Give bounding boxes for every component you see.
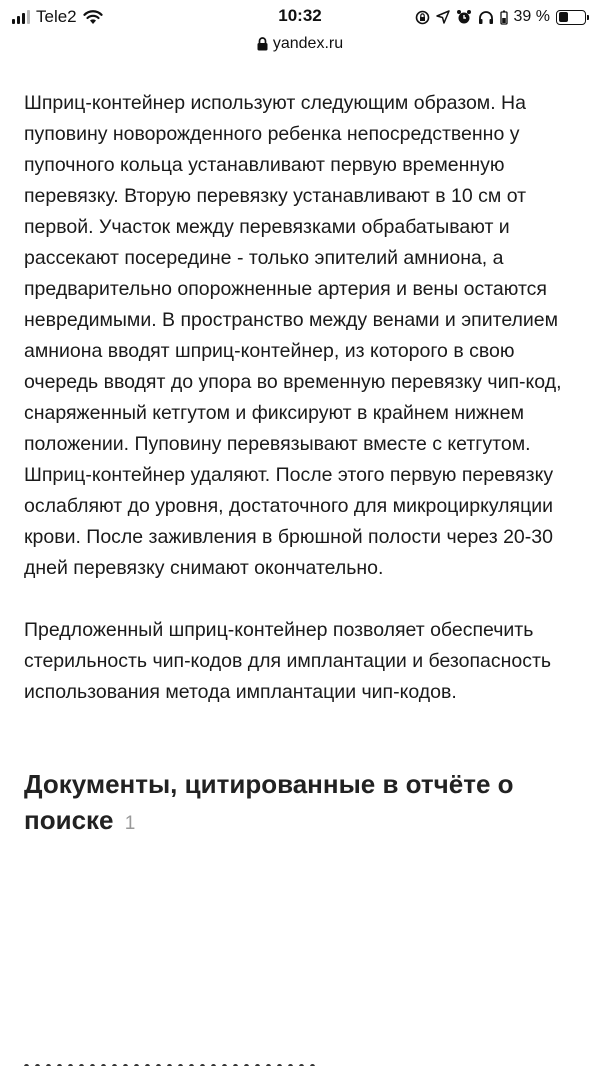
url-text[interactable]: yandex.ru bbox=[272, 35, 344, 52]
status-right bbox=[415, 6, 586, 28]
lock-icon bbox=[257, 37, 268, 51]
section-count: 1 bbox=[124, 813, 136, 834]
alarm-icon bbox=[456, 9, 472, 25]
section-heading bbox=[24, 766, 584, 842]
battery-icon bbox=[556, 10, 586, 25]
section-title-text: Документы, цитированные в отчёте о поиске bbox=[24, 769, 514, 835]
headphone-battery-icon bbox=[500, 10, 508, 25]
address-bar[interactable] bbox=[0, 32, 600, 56]
carrier-name: Tele2 bbox=[36, 7, 77, 26]
truncated-next-line bbox=[24, 1056, 324, 1066]
screen-lock-icon bbox=[415, 10, 430, 25]
clock: 10:32 bbox=[278, 6, 322, 25]
article-paragraph-1: Шприц-контейнер используют следующим образом. На пуповину новорожденного ребенка непосредственно у пупочного кольца устанавливают первую временную перевязку. Вторую перевязку устанавливают в 10 см от первой. Участок между перевязками обрабатывают и рассекают посередине - только эпителий амниона, а предварительно опорожненные артерия и вены остаются невредимыми. В пространство между венами и эпителием амниона вводят шприц-контейнер, из которого в свою очередь вводят до упора во временную перевязку чип-код, снаряженный кетгутом и фиксируют в крайнем нижнем положении. Пуповину перевязывают вместе с кетгутом. Шприц-контейнер удаляют. После этого первую перевязку ослабляют до уровня, достаточного для микроциркуляции крови. После заживления в брюшной полости через 20-30 дней перевязку снимают окончательно. bbox=[24, 92, 562, 579]
headphones-icon bbox=[478, 10, 494, 25]
article-paragraph-2: Предложенный шприц-контейнер позволяет обеспечить стерильность чип-кодов для имплантации и безопасность использования метода имплантации чип-кодов. bbox=[24, 619, 552, 703]
location-icon bbox=[436, 10, 450, 24]
battery-fill bbox=[559, 12, 569, 22]
status-bar bbox=[0, 0, 600, 34]
article-content bbox=[24, 88, 584, 842]
battery-percent: 39 % bbox=[513, 8, 550, 25]
